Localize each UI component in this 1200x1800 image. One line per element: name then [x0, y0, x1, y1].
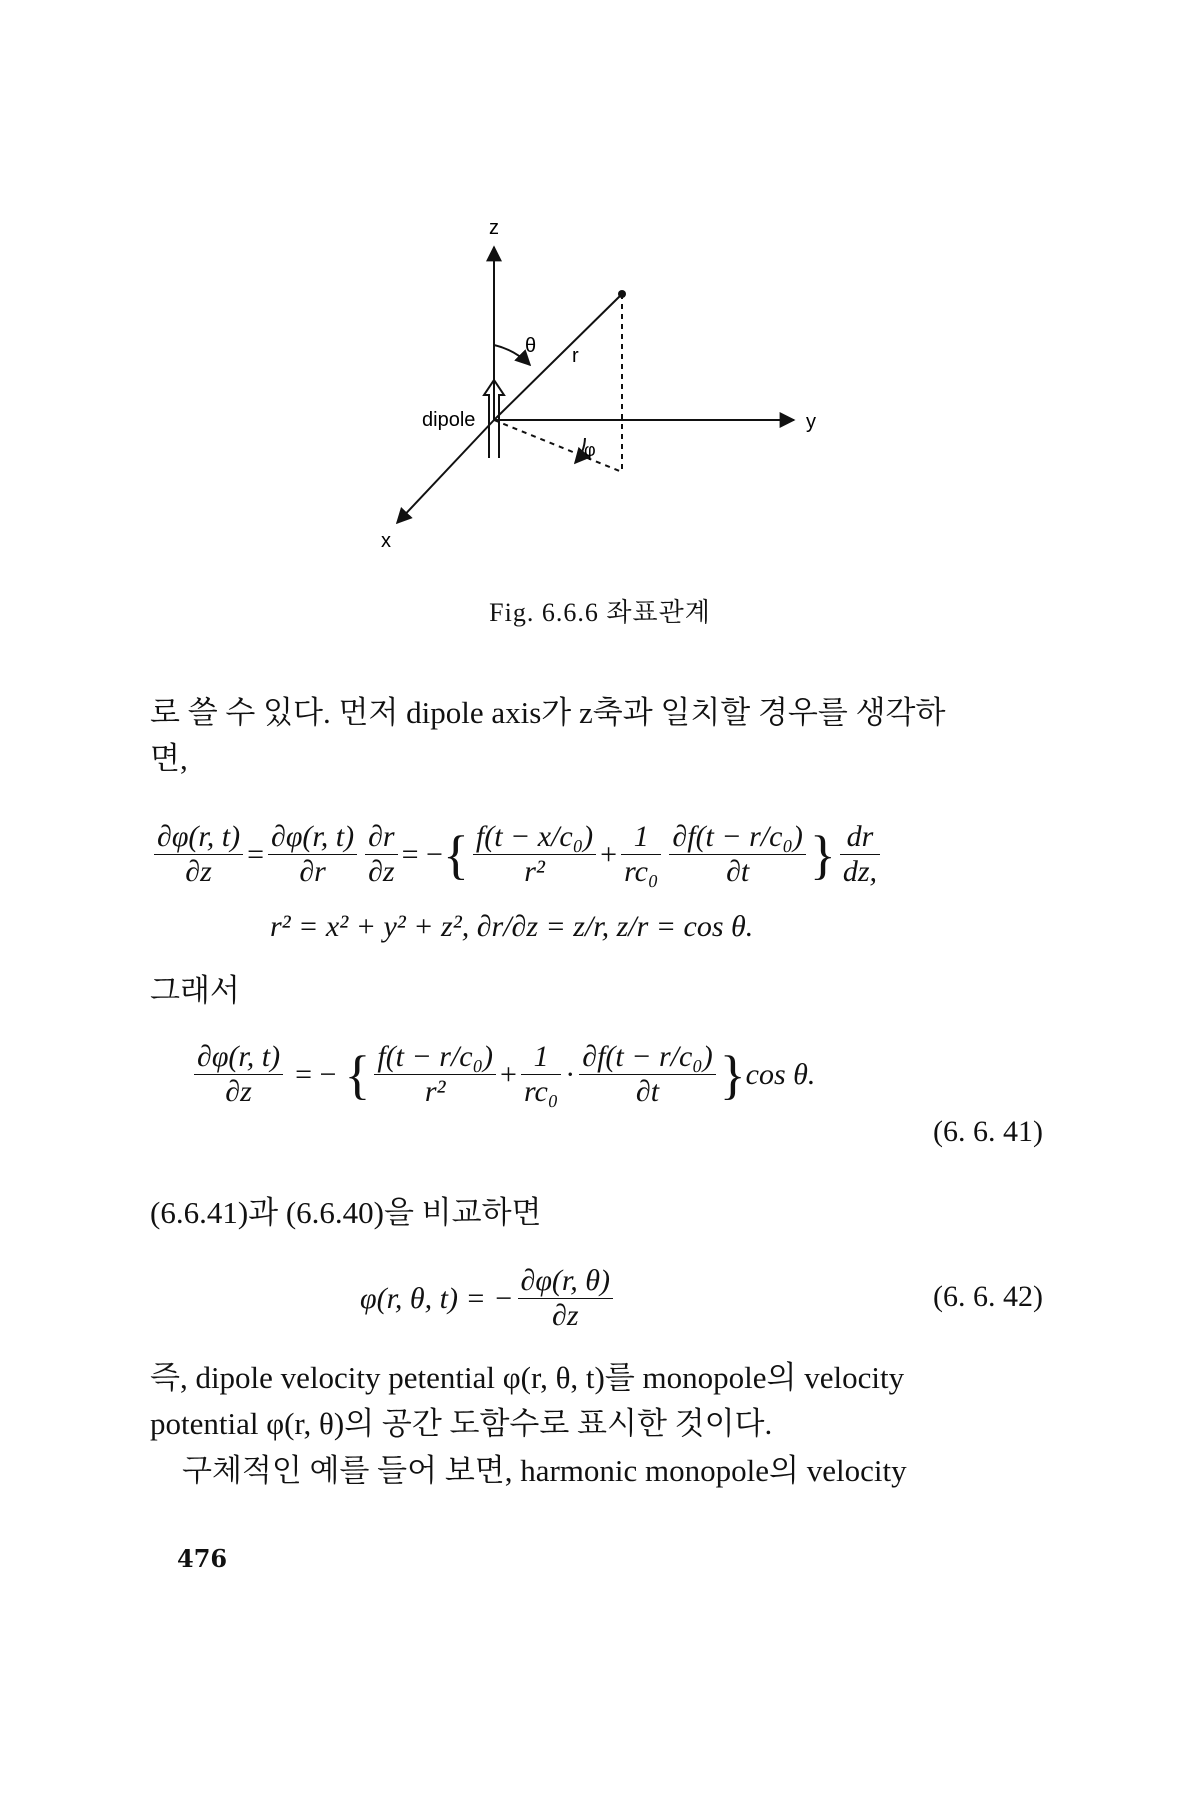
equation-6-6-42 [360, 1264, 617, 1333]
x-axis [397, 420, 494, 523]
eq2-cos-theta: cos θ. [745, 1057, 816, 1091]
eq1-dr-dz: $\frac{\partial r}{\partial z}$ [365, 820, 398, 889]
equation-chain-rule [150, 820, 884, 889]
eq2-right-brace: } [719, 1044, 746, 1105]
eq1-right-brace: } [809, 824, 836, 885]
eq2-equals-minus: = − [295, 1057, 337, 1091]
paragraph-4-line-1: 즉, dipole velocity petential φ(r, θ, t)를 monopole의 velocity [150, 1360, 905, 1395]
eq1-term-c: $\frac{\text{∂f(t − r/c₀)}}{\partial t}$ [669, 820, 805, 889]
theta-label: θ [525, 335, 537, 357]
paragraph-4-line-2: potential φ(r, θ)의 공간 도함수로 표시한 것이다. [150, 1406, 773, 1441]
eq2-lhs: $\frac{\partial\varphi(r, t)}{\partial z}$ [194, 1040, 283, 1109]
paragraph-1-line-1: 로 쓸 수 있다. 먼저 dipole axis가 z축과 일치할 경우를 생각하 [150, 695, 946, 730]
projection-line [494, 420, 622, 472]
paragraph-3: (6.6.41)과 (6.6.40)을 비교하면 [150, 1195, 542, 1230]
eq1-left-brace: { [442, 824, 469, 885]
equation-6-6-41 [190, 1040, 815, 1109]
r-label: r [572, 345, 579, 367]
eq2-term-a: $\frac{\text{f(t − r/c₀)}}{\text{r²}}$ [374, 1040, 496, 1109]
eq1-term-a: $\frac{\text{f(t − x/c₀)}}{\text{r²}}$ [473, 820, 596, 889]
eq2-term-c: $\frac{\text{∂f(t − r/c₀)}}{\partial t}$ [579, 1040, 715, 1109]
paragraph-5: 구체적인 예를 들어 보면, harmonic monopole의 velocity [182, 1453, 907, 1488]
eq2-plus: + [500, 1057, 517, 1091]
eq1-lhs: $\frac{\partial\varphi(r, t)}{\partial z}$ [154, 820, 243, 889]
equation-relations: r² = x² + y² + z², ∂r/∂z = z/r, z/r = cos θ. [270, 910, 754, 943]
eq1-dphi-dr: $\frac{\partial\varphi(r, t)}{\partial r}$ [268, 820, 357, 889]
axis-label-z: z [489, 217, 499, 239]
axis-label-y: y [806, 411, 816, 433]
paragraph-1-line-2: 면, [150, 741, 188, 776]
eq2-dot: · [565, 1057, 576, 1091]
eq1-equals-minus: = − [401, 837, 443, 871]
paragraph-2: 그래서 [150, 973, 240, 1008]
axis-label-x: x [381, 530, 391, 552]
page-number: 476 [177, 1544, 228, 1573]
coordinate-figure [0, 0, 1200, 560]
eq2-left-brace: { [344, 1044, 371, 1105]
eq3-fraction: $\frac{\partial\varphi(r, \theta)}{\partial z}$ [518, 1264, 614, 1333]
figure-caption: Fig. 6.6.6 좌표관계 [489, 598, 711, 627]
r-vector [494, 294, 622, 420]
eq3-lhs: φ(r, θ, t) = − [360, 1281, 514, 1315]
eq1-term-b: $\frac{1}{\text{rc₀}}$ [621, 820, 661, 889]
equation-number-6-6-41: (6. 6. 41) [933, 1115, 1043, 1148]
equation-number-6-6-42: (6. 6. 42) [933, 1280, 1043, 1313]
phi-label: φ [584, 440, 596, 460]
dipole-label: dipole [422, 409, 476, 431]
paragraph-1 [150, 690, 1050, 782]
eq2-term-b: $\frac{1}{\text{rc₀}}$ [521, 1040, 561, 1109]
eq1-equals: = [247, 837, 265, 871]
eq1-dr-dz-tail: $\frac{dr}{dz,}$ [840, 820, 880, 889]
eq1-plus: + [600, 837, 618, 871]
paragraph-4 [150, 1355, 1050, 1447]
